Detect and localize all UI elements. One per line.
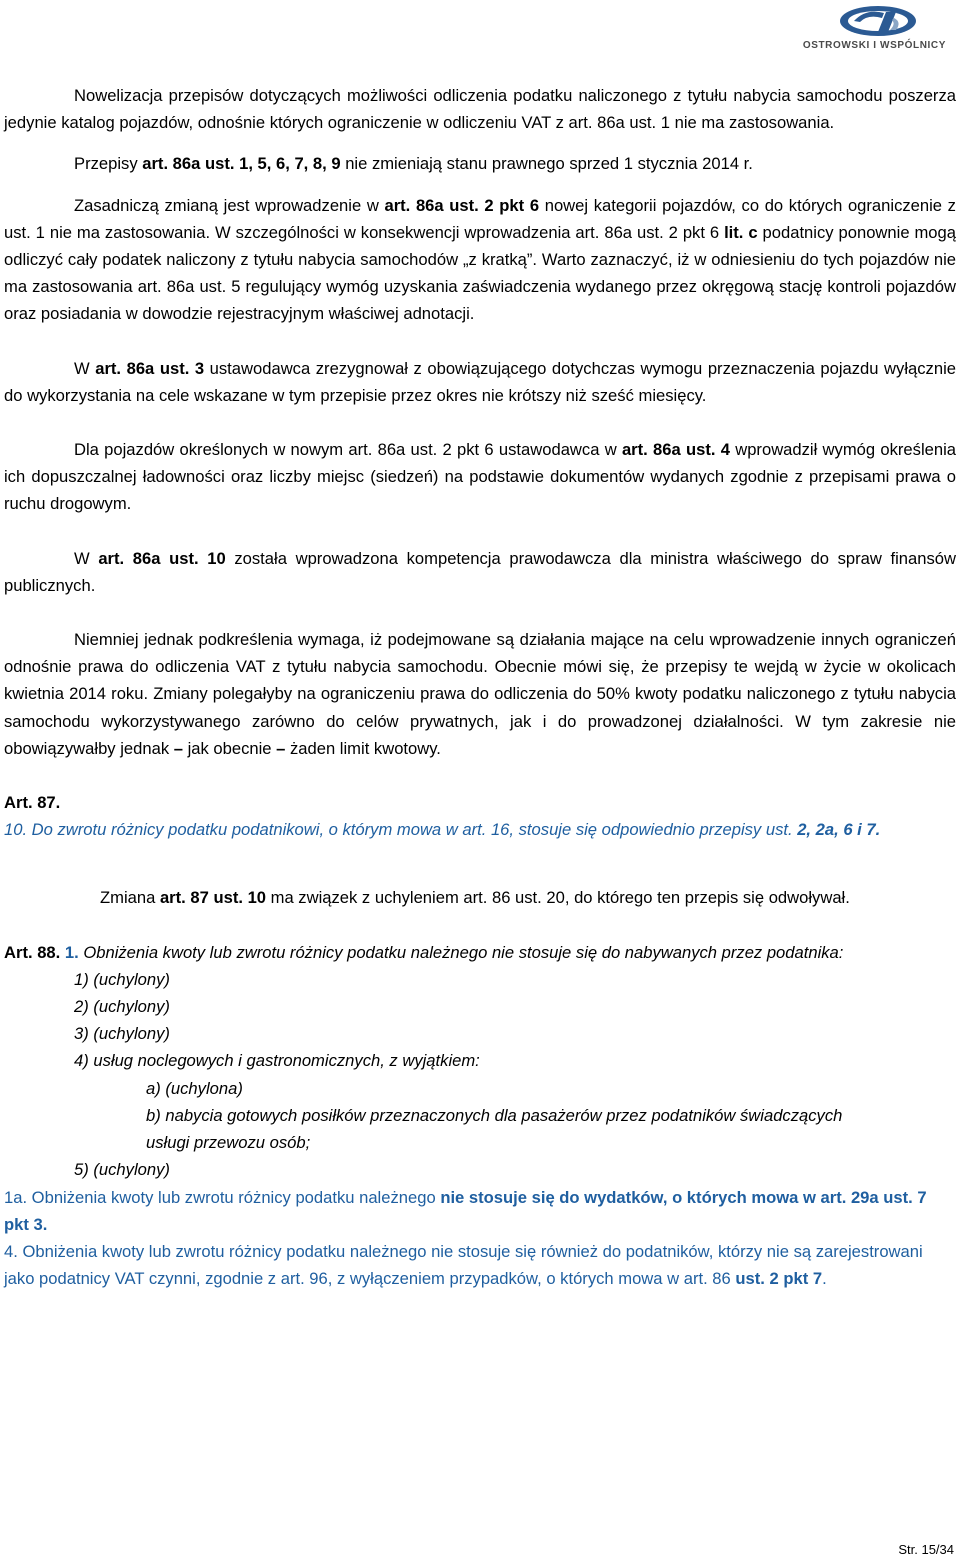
art-88-ust-1a: 1a. Obniżenia kwoty lub zwrotu różnicy podatku należnego nie stosuje się do wydatków, o których mowa w art. 29a ust. 7 pkt 3. [4,1187,927,1234]
art-88-item-3: 3) (uchylony) [74,1024,170,1044]
document-body [4,82,956,1292]
logo-mark-icon [836,4,920,38]
paragraph-planned-limits: Niemniej jednak podkreślenia wymaga, iż podejmowane są działania mające na celu wprowadzenie innych ograniczeń odnośnie prawa do odliczenia VAT z tytułu nabycia samochodu. Obecnie mówi się, że przepisy te wejdą w życie w okolicach kwietnia 2014 roku. Zmiany polegałyby na ograniczeniu prawa do odliczenia do 50% kwoty podatku naliczonego z tytułu nabycia samochodu wykorzystywanego zarówno do celów prywatnych, jak i do prowadzonej działalności. W tym zakresie nie obowiązywałby jednak – jak obecnie – żaden limit kwotowy. [4,630,956,758]
art-88-ust-4: 4. Obniżenia kwoty lub zwrotu różnicy podatku należnego nie stosuje się również do podatników, którzy nie są zarejestrowani jako podatnicy VAT czynni, zgodnie z art. 96, z wyłączeniem przypadków, o których mowa w art. 86 ust. 2 pkt 7. [4,1241,923,1289]
art-87-quote: 10. Do zwrotu różnicy podatku podatnikowi, o którym mowa w art. 16, stosuje się odpowiednio przepisy ust. 2, 2a, 6 i 7. [4,820,881,840]
art-88-intro: Art. 88. 1. Obniżenia kwoty lub zwrotu różnicy podatku należnego nie stosuje się do nabywanych przez podatnika: [4,942,844,962]
paragraph-art-86a-ust-4: Dla pojazdów określonych w nowym art. 86a ust. 2 pkt 6 ustawodawca w art. 86a ust. 4 wprowadził wymóg określenia ich dopuszczalnej ładowności oraz liczby miejsc (siedzeń) na podstawie dokumentów wydanych zgodnie z przepisami prawa o ruchu drogowym. [4,440,957,514]
art-88-item-2: 2) (uchylony) [74,997,170,1017]
paragraph-main-change: Zasadniczą zmianą jest wprowadzenie w art. 86a ust. 2 pkt 6 nowej kategorii pojazdów, co do których ograniczenie z ust. 1 nie ma zastosowania. W szczególności w konsekwencji wprowadzenia art. 86a ust. 2 pkt 6 lit. c podatnicy ponownie mogą odliczyć cały podatek naliczony z tytułu nabycia samochodów „z kratką”. Warto zaznaczyć, iż w odniesieniu do tych pojazdów nie ma zastosowania art. 86a ust. 5 regulujący wymóg uzyskania zaświadczenia wydanego przez okręgową stację kontroli pojazdów oraz posiadania w dowodzie rejestracyjnym właściwej adnotacji. [4,195,956,324]
company-logo [796,4,946,50]
paragraph-unchanged-provisions: Przepisy art. 86a ust. 1, 5, 6, 7, 8, 9 nie zmieniają stanu prawnego sprzed 1 stycznia 2014 r. [74,154,753,174]
paragraph-intro: Nowelizacja przepisów dotyczących możliwości odliczenia podatku naliczonego z tytułu nabycia samochodu poszerza jedynie katalog pojazdów, odnośnie których ograniczenie w odliczeniu VAT z art. 86a ust. 1 nie ma zastosowania. [4,86,956,133]
art-88-item-1: 1) (uchylony) [74,969,170,989]
paragraph-art-86a-ust-3: W art. 86a ust. 3 ustawodawca zrezygnował z obowiązującego dotychczas wymogu przeznaczenia pojazdu wyłącznie do wykorzystania na cele wskazane w tym przepisie przez okres nie krótszy niż sześć miesięcy. [4,358,956,405]
page-number: Str. 15/34 [898,1542,954,1557]
art-87-heading: Art. 87. [4,793,61,813]
paragraph-art-87-change: Zmiana art. 87 ust. 10 ma związek z uchyleniem art. 86 ust. 20, do którego ten przepis się odwoływał. [100,888,850,908]
logo-text: OSTROWSKI I WSPÓLNICY [802,40,946,51]
paragraph-art-86a-ust-10: W art. 86a ust. 10 została wprowadzona kompetencja prawodawcza dla ministra właściwego do spraw finansów publicznych. [4,548,956,595]
art-88-item-4: 4) usług noclegowych i gastronomicznych, z wyjątkiem: [74,1051,480,1071]
art-88-subitem-b: b) nabycia gotowych posiłków przeznaczonych dla pasażerów przez podatników świadczących usługi przewozu osób; [146,1105,843,1153]
art-88-subitem-a: a) (uchylona) [146,1078,243,1098]
art-88-item-5: 5) (uchylony) [74,1160,170,1180]
